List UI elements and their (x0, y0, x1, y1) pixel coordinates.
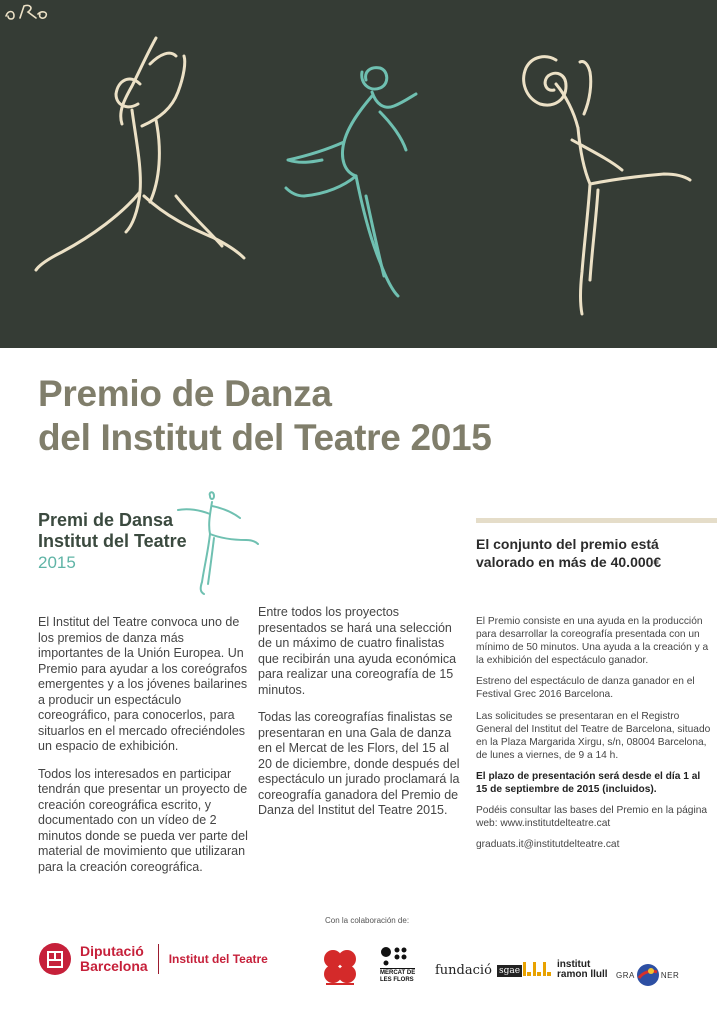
logo-line-1: Premi de Dansa (38, 510, 174, 530)
diputacio-line-1: Diputació (80, 943, 144, 959)
website-text: Podéis consultar las bases del Premio en la página web: www.institutdelteatre.cat (476, 805, 708, 830)
page-title (38, 372, 492, 460)
dancer-right (524, 57, 690, 314)
signature-mark (0, 0, 60, 24)
title-line-2: del Institut del Teatre 2015 (38, 417, 492, 458)
mercat-line-1: MERCAT DE (380, 970, 416, 976)
institut-logo-text: Institut del Teatre (168, 952, 268, 966)
graner-globe-icon (635, 962, 661, 988)
intro-paragraph-2: Todos los interesados en participar tendrán que presentar un proyecto de creación coreográfica escrito, y documentado con un vídeo de 2 minutos donde se pueda ver parte del material de movimiento que utilizaran para la creación coreográfica. (38, 766, 248, 874)
dancer-center (286, 68, 416, 296)
grec-logo-icon (322, 948, 358, 986)
logo-separator (158, 944, 159, 974)
prize-value-highlight: El conjunto del premio está valorado en más de 40.000€ (476, 536, 662, 570)
llull-line-2: ramon llull (557, 969, 608, 980)
selection-paragraph-1: Entre todos los proyectos presentados se hará una selección de un máximo de cuatro finalistas que recibirán una ayuda económica para realizar una coreografía de 15 minutos. (258, 605, 457, 697)
details-paragraph-2: Estreno del espectáculo de danza ganador en el Festival Grec 2016 Barcelona. (476, 676, 695, 701)
diputacio-emblem-icon (38, 942, 72, 976)
sgae-text: sgae (499, 965, 521, 976)
llull-bars-icon (523, 962, 553, 978)
mercat-de-les-flors-logo (380, 946, 416, 983)
logo-dancer-icon (170, 488, 260, 598)
hero-illustration (0, 0, 717, 348)
column-intro (38, 615, 252, 887)
llull-line-1: institut (557, 959, 591, 970)
prize-logo (38, 510, 187, 573)
diputacio-line-2: Barcelona (80, 958, 148, 974)
grec-logo (322, 948, 358, 991)
institut-ramon-llull-logo (523, 960, 608, 980)
logo-year: 2015 (38, 553, 76, 572)
selection-paragraph-2: Todas las coreografías finalistas se presentaran en una Gala de danza en el Mercat de les Flors, del 15 al 20 de diciembre, donde después del espectáculo un jurado proclamará la coreografía ganadora del Premio de Danza del Institut del Teatre 2015. (258, 710, 460, 817)
graner-logo (616, 962, 679, 988)
highlight-rule (476, 518, 717, 523)
mercat-line-2: LES FLORS (380, 977, 414, 983)
details-paragraph-1: El Premio consiste en una ayuda en la producción para desarrollar la coreografía presentada con un mínimo de 50 minutos. Una ayuda a la creación y a la exhibición del espectáculo ganador. (476, 616, 709, 667)
deadline-text: El plazo de presentación será desde el día 1 al 15 de septiembre de 2015 (incluidos). (476, 770, 701, 796)
fundacio-sgae-logo (435, 963, 522, 978)
details-paragraph-3: Las solicitudes se presentaran en el Registro General del Institut del Teatre de Barcelona, situado en la Plaza Margarida Xirgu, s/n, 08004 Barcelona, de lunes a viernes, de 9 a 14 h. (476, 710, 711, 761)
dancer-drawings (0, 0, 717, 348)
graner-right-text: NER (660, 970, 680, 980)
fundacio-text: fundació (435, 963, 492, 978)
contact-email[interactable]: graduats.it@institutdelteatre.cat (476, 839, 620, 851)
column-selection (258, 605, 463, 831)
column-details (476, 615, 712, 859)
mercat-dots-icon (380, 946, 416, 968)
dancer-left (36, 38, 244, 270)
logo-line-2: Institut del Teatre (38, 531, 187, 551)
intro-paragraph-1: El Institut del Teatre convoca uno de los premios de danza más importantes de la Unión Europea. Un Premio para ayudar a los coreógrafos emergentes y a los jóvenes bailarines a producir un espectáculo coreográfico, para conocerlos, para situarlos en el mercado ofreciéndoles un espacio de exhibición. (38, 615, 248, 753)
graner-left-text: GRA (616, 970, 635, 980)
title-line-1: Premio de Danza (38, 373, 332, 414)
collaboration-label: Con la colaboración de: (325, 916, 410, 925)
diputacio-logo (38, 942, 268, 976)
